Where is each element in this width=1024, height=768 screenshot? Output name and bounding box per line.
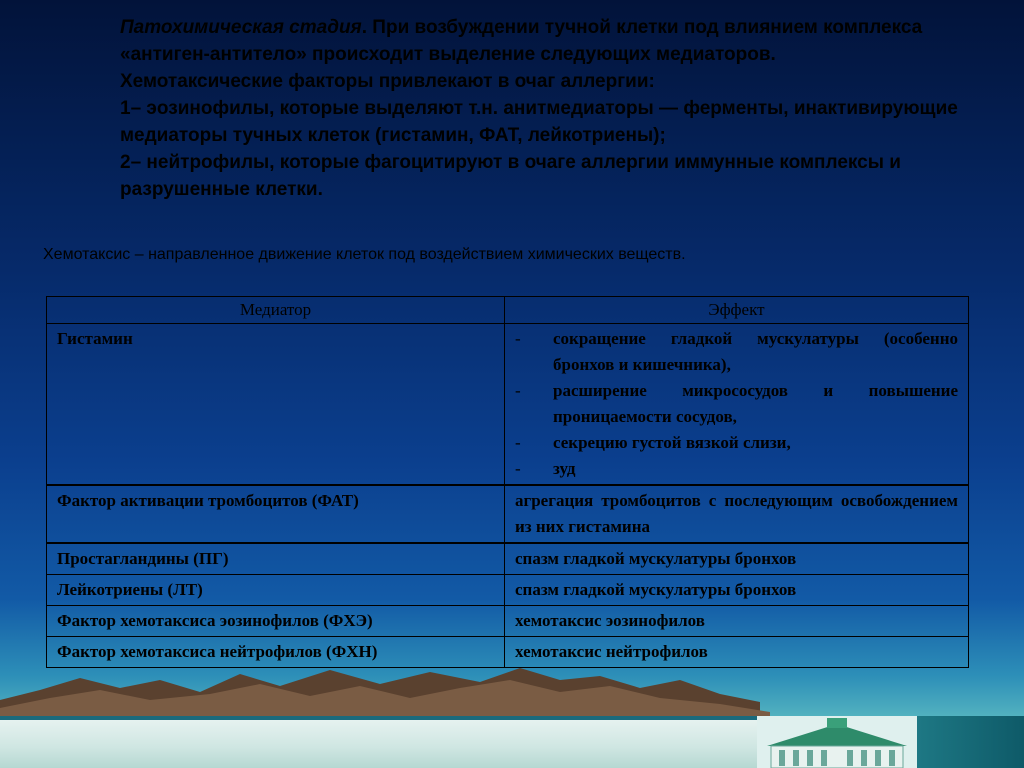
header-mediator: Медиатор — [47, 297, 505, 324]
table-row — [47, 606, 969, 637]
intro-paragraph-2: Хемотаксические факторы привлекают в очаг аллергии: — [120, 71, 655, 92]
list-item: - зуд — [515, 456, 958, 482]
table-header-row — [47, 297, 969, 324]
stage-title: Патохимическая стадия — [120, 17, 362, 38]
chemotaxis-definition: Хемотаксис – направленное движение клеток под воздействием химических веществ. — [43, 246, 686, 263]
table-row — [47, 543, 969, 575]
mediator-cell: Фактор хемотаксиса эозинофилов (ФХЭ) — [47, 606, 505, 637]
effect-cell: хемотаксис нейтрофилов — [505, 637, 969, 668]
intro-paragraph-1 — [68, 14, 968, 68]
table-row — [47, 575, 969, 606]
effect-cell: хемотаксис эозинофилов — [505, 606, 969, 637]
list-item: - секрецию густой вязкой слизи, — [515, 430, 958, 456]
list-item: - расширение микрососудов и повышение проницаемости сосудов, — [515, 378, 958, 430]
bottom-right-panel — [910, 716, 1024, 768]
effect-cell — [505, 324, 969, 486]
table-row — [47, 485, 969, 543]
building-icon — [757, 716, 917, 768]
intro-paragraph-3: 1– эозинофилы, которые выделяют т.н. анитмедиаторы — ферменты, инактивирующие медиаторы тучных клеток (гистамин, ФАТ, лейкотриены); — [120, 98, 958, 146]
intro-paragraph-4: 2– нейтрофилы, которые фагоцитируют в очаге аллергии иммунные комплексы и разрушенные клетки. — [120, 152, 901, 200]
table-row — [47, 324, 969, 486]
mediator-cell: Фактор активации тромбоцитов (ФАТ) — [47, 485, 505, 543]
mediator-cell: Гистамин — [47, 324, 505, 486]
header-effect: Эффект — [505, 297, 969, 324]
mediator-cell: Лейкотриены (ЛТ) — [47, 575, 505, 606]
intro-paragraph-1-text: . При возбуждении тучной клетки под влиянием комплекса «антиген-антитело» происходит выделение следующих медиаторов. — [120, 17, 923, 65]
effect-cell: спазм гладкой мускулатуры бронхов — [505, 575, 969, 606]
effect-cell: спазм гладкой мускулатуры бронхов — [505, 543, 969, 575]
mountains-decoration — [0, 660, 1024, 720]
list-item: - сокращение гладкой мускулатуры (особенно бронхов и кишечника), — [515, 326, 958, 378]
histamine-effects-list — [515, 326, 958, 482]
mediator-cell: Простагландины (ПГ) — [47, 543, 505, 575]
effect-cell: агрегация тромбоцитов с последующим освобождением из них гистамина — [505, 485, 969, 543]
intro-text — [68, 14, 968, 203]
mediators-table — [46, 296, 969, 668]
mediator-cell: Фактор хемотаксиса нейтрофилов (ФХН) — [47, 637, 505, 668]
